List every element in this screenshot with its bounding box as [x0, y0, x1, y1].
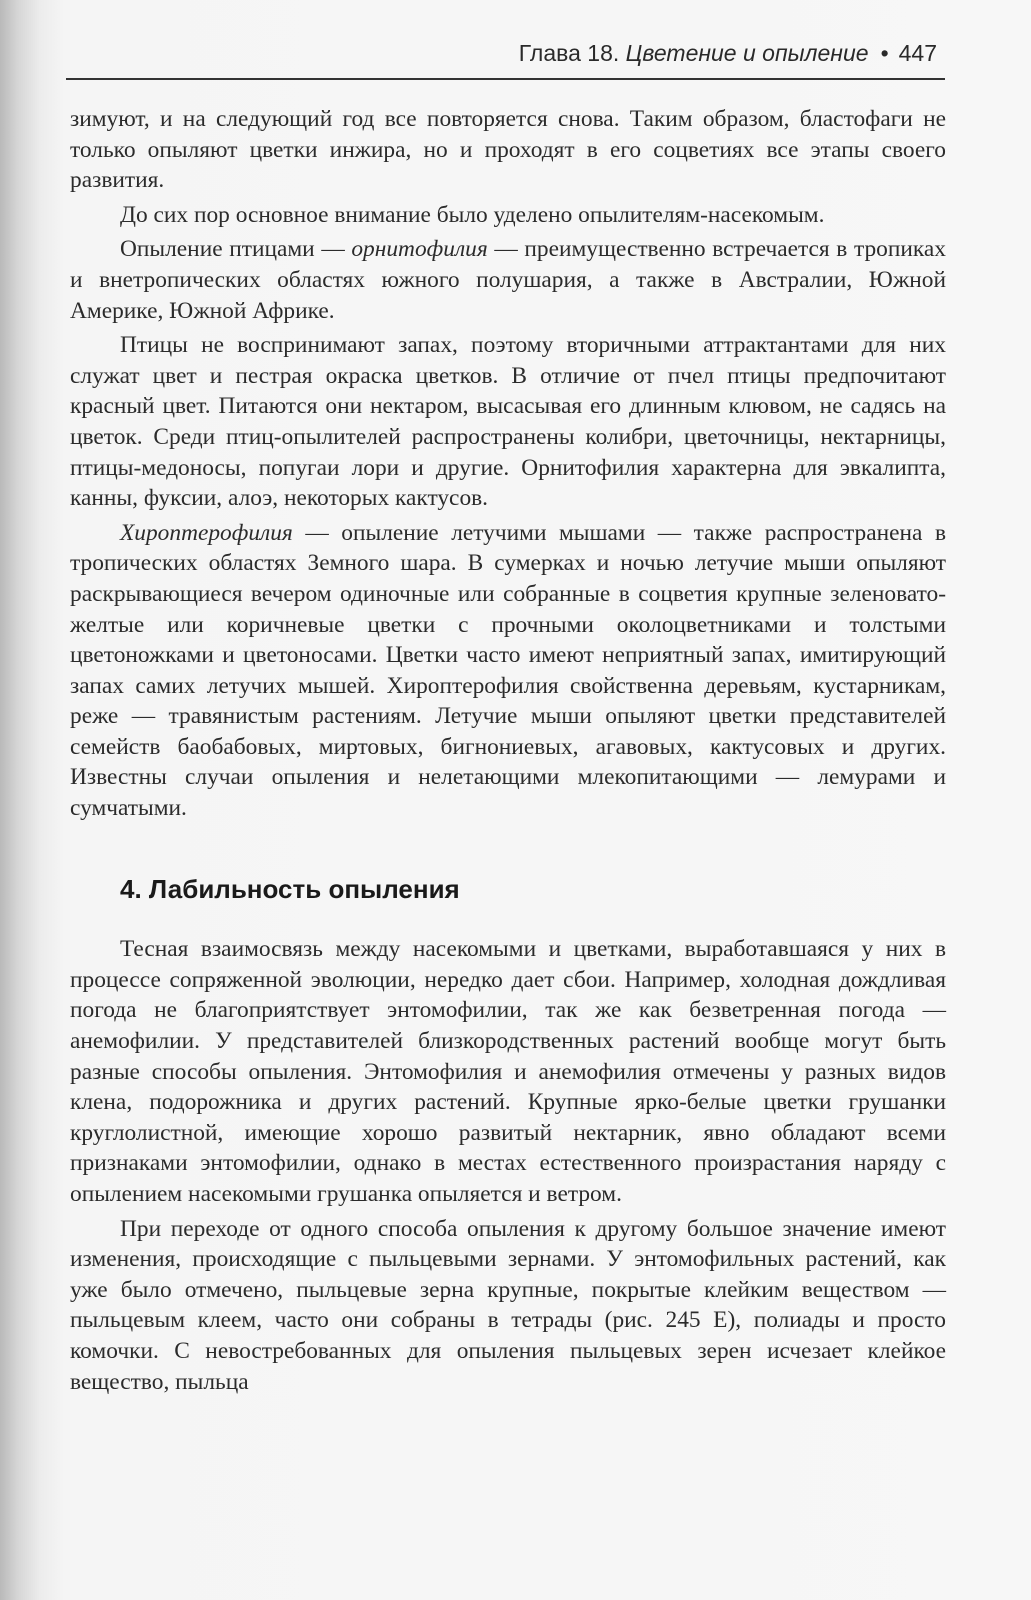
chapter-label: Глава 18. [518, 40, 620, 66]
paragraph-ornithophily [70, 234, 946, 326]
section-paragraph-2 [70, 1214, 946, 1398]
paragraph-5-post: — опыление летучими мышами — также распространена в тропических областях Земного шара. В сумерках и ночью летучие мыши опыляют раскрывающиеся вечером одиночные или собранные в соцветия крупные зеленовато-желтые или коричневые цветки с прочными околоцветниками и толстыми цветоножками и цветоносами. Цветки часто имеют неприятный запах, имитирующий запах самих летучих мышей. Хироптерофилия свойственна деревьям, кустарникам, реже — травянистым растениям. Летучие мыши опыляют цветки представителей семейств баобабовых, миртовых, бигнониевых, агавовых, кактусовых и других. Известны случаи опыления и нелетающими млекопитающими — лемурами и сумчатыми. [70, 519, 946, 822]
term-chiropterophily: Хироптерофилия [120, 519, 293, 546]
section-paragraph-1 [70, 934, 946, 1209]
page-body [70, 104, 946, 1401]
header-bullet: • [880, 40, 889, 66]
paragraph-1 [70, 104, 946, 196]
paragraph-3-post: — преимущественно встречается в тропиках и внетропических областях южного полушария, а также в Австралии, Южной Америке, Южной Африке. [70, 236, 946, 324]
paragraph-2 [70, 200, 946, 231]
paragraph-4-text: Птицы не воспринимают запах, поэтому вторичными аттрактантами для них служат цвет и пестрая окраска цветков. В отличие от пчел птицы предпочитают красный цвет. Питаются они нектаром, высасывая его длинным клювом, не садясь на цветок. Среди птиц-опылителей распространены колибри, цветочницы, нектарницы, птицы-медоносы, попугаи лори и другие. Орнитофилия характерна для эвкалипта, канны, фуксии, алоэ, некоторых кактусов. [70, 332, 946, 512]
header-text [519, 40, 937, 67]
chapter-title: Цветение и опыление [625, 40, 869, 66]
section-paragraph-1-text: Тесная взаимосвязь между насекомыми и цветками, выработавшаяся у них в процессе сопряженной эволюции, нередко дает сбои. Например, холодная дождливая погода не благоприятствует энтомофилии, так же как безветренная погода — анемофилии. У представителей близкородственных растений вообще могут быть разные способы опыления. Энтомофилия и анемофилия отмечены у разных видов клена, подорожника и других растений. Крупные ярко-белые цветки грушанки круглолистной, имеющие хорошо развитый нектарник, явно обладают всеми признаками энтомофилии, однако в местах естественного произрастания наряду с опылением насекомыми грушанка опыляется и ветром. [70, 936, 946, 1207]
paragraph-chiropterophily [70, 518, 946, 824]
running-header [66, 38, 945, 80]
paragraph-3-pre: Опыление птицами — [120, 236, 352, 263]
term-ornithophily: орнитофилия [351, 236, 488, 263]
page-number: 447 [898, 40, 937, 66]
section-paragraph-2-text: При переходе от одного способа опыления к другому большое значение имеют изменения, происходящие с пыльцевыми зернами. У энтомофильных растений, как уже было отмечено, пыльцевые зерна крупные, покрытые клейким веществом — пыльцевым клеем, часто они собраны в тетрады (рис. 245 Е), полиады и просто комочки. С невостребованных для опыления пыльцевых зерен исчезает клейкое вещество, пыльца [70, 1215, 946, 1395]
section-heading: 4. Лабильность опыления [120, 873, 460, 904]
paragraph-2-text: До сих пор основное внимание было уделено опылителям-насекомым. [120, 201, 825, 228]
paragraph-1-text: зимуют, и на следующий год все повторяется снова. Таким образом, бластофаги не только опыляют цветки инжира, но и проходят в его соцветиях все этапы своего развития. [70, 106, 946, 194]
paragraph-4 [70, 330, 946, 514]
